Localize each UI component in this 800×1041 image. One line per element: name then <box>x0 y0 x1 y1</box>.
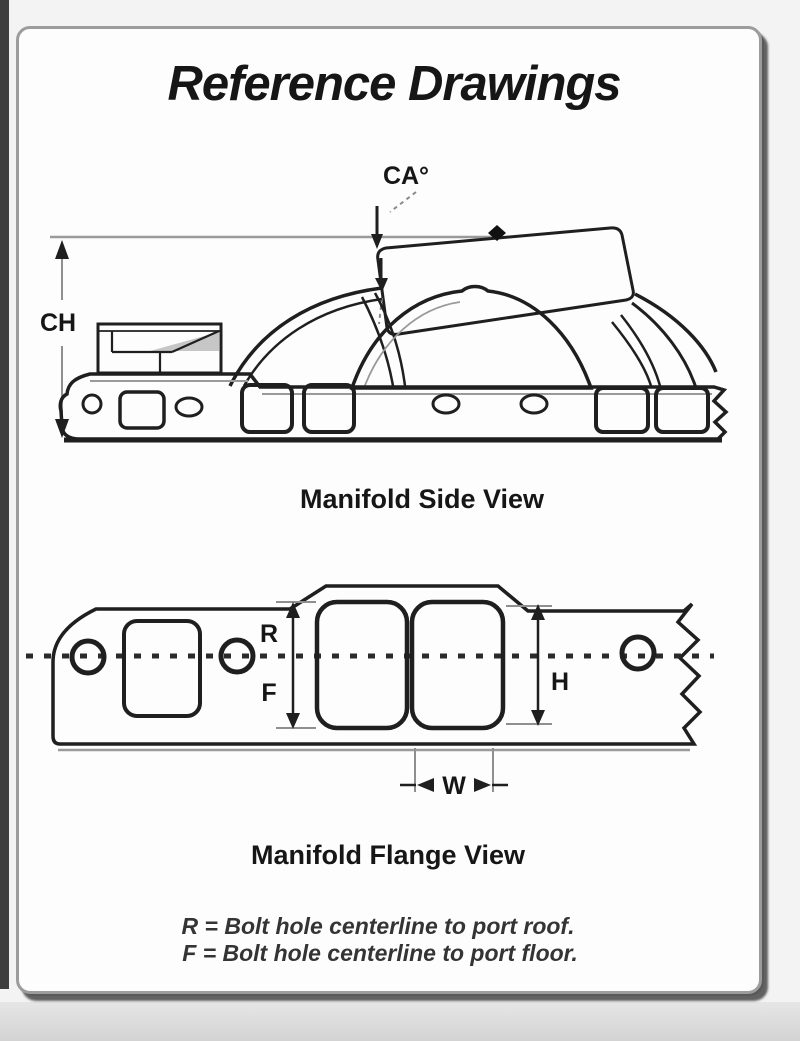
side-oval-hole-2 <box>433 395 459 413</box>
plenum-dome <box>352 287 591 389</box>
side-view-manifold-body <box>230 287 716 389</box>
w-arrow-right <box>474 778 491 792</box>
h-extension-lines <box>506 606 552 724</box>
plenum-dome-inner-line <box>364 302 460 388</box>
side-port-3 <box>304 385 354 432</box>
left-runner-inner-arch <box>244 299 382 386</box>
right-rib-line-2 <box>621 315 660 386</box>
w-arrow-left <box>417 778 434 792</box>
flange-port-left <box>124 621 200 716</box>
ca-arrow1-head <box>371 234 383 249</box>
flange-view-outline <box>53 586 700 744</box>
w-label: W <box>442 772 466 800</box>
w-dimension <box>400 748 508 800</box>
side-port-2 <box>242 385 292 432</box>
legend-line-1: R = Bolt hole centerline to port roof. <box>181 913 575 939</box>
rf-extension-lines <box>276 602 316 728</box>
accessory-block-details <box>112 331 219 373</box>
side-oval-hole-3 <box>521 395 547 413</box>
side-port-1 <box>120 392 164 428</box>
ch-label: CH <box>39 309 77 337</box>
flange-bolt-hole-left <box>83 395 101 413</box>
ch-dimension <box>40 240 76 438</box>
bolt-hole-right <box>622 637 654 669</box>
h-label: H <box>550 668 570 696</box>
flange-port-center-2 <box>412 602 503 728</box>
right-body-slope <box>635 294 716 372</box>
page-title: Reference Drawings <box>167 57 621 111</box>
ch-arrow-up <box>55 240 69 259</box>
side-view-drawing <box>40 162 726 514</box>
side-view-caption: Manifold Side View <box>299 484 545 514</box>
f-arrow-down <box>286 713 300 729</box>
flange-view-caption: Manifold Flange View <box>250 840 526 870</box>
right-rib-line-1 <box>612 322 651 386</box>
r-label: R <box>259 620 279 648</box>
ca-label: CA° <box>382 162 430 190</box>
ca-leader-line <box>390 192 416 212</box>
rf-dimension <box>260 602 316 729</box>
legend <box>182 913 578 966</box>
f-label: F <box>261 679 277 707</box>
flange-view-drawing <box>26 586 714 870</box>
side-oval-hole-1 <box>176 398 202 416</box>
flange-port-center-1 <box>317 602 407 728</box>
h-dimension <box>506 604 569 726</box>
front-accessory-block <box>98 324 221 373</box>
legend-line-2: F = Bolt hole centerline to port floor. <box>182 940 578 966</box>
